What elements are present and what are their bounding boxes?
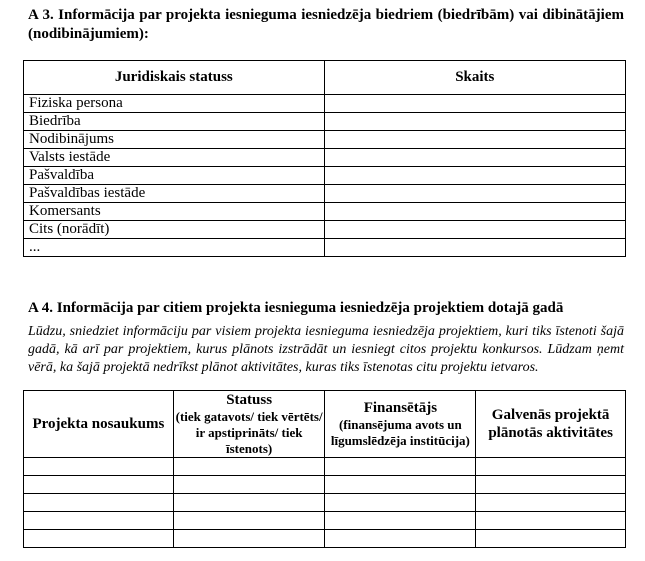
legal-status-cell: Nodibinājums	[24, 131, 325, 149]
status-cell[interactable]	[173, 512, 325, 530]
header-status	[173, 391, 325, 458]
table-header-row	[24, 391, 626, 458]
legal-status-cell: Cits (norādīt)	[24, 221, 325, 239]
legal-status-cell: Valsts iestāde	[24, 149, 325, 167]
table-row	[24, 167, 626, 185]
section-a4-intro: Lūdzu, sniedziet informāciju par visiem projekta iesnieguma iesniedzēja projektiem, kuri tiks īstenoti šajā gadā, kā arī par projektiem, kurus plānots izstrādāt un iesniegt citos projektu konkursos. Lūdzam ņemt vērā, ka šajā projektā nedrīkst plānot aktivitātes, kuras tiks īstenotas citu projektu ietvaros.	[28, 324, 624, 375]
legal-status-cell: ...	[24, 239, 325, 257]
legal-status-cell: Biedrība	[24, 113, 325, 131]
funder-cell[interactable]	[325, 530, 476, 548]
status-cell[interactable]	[173, 494, 325, 512]
project-name-cell[interactable]	[24, 476, 174, 494]
header-activities	[476, 391, 626, 458]
table-header-row	[24, 61, 626, 95]
status-cell[interactable]	[173, 458, 325, 476]
header-funder	[325, 391, 476, 458]
table-row	[24, 512, 626, 530]
activities-cell[interactable]	[476, 530, 626, 548]
legal-status-cell: Komersants	[24, 203, 325, 221]
table-row	[24, 221, 626, 239]
section-a3-heading: A 3. Informācija par projekta iesnieguma iesniedzēja biedriem (biedrībām) vai dibinātājiem (nodibinājumiem):	[28, 7, 624, 42]
table-row	[24, 113, 626, 131]
project-name-cell[interactable]	[24, 512, 174, 530]
count-cell[interactable]	[324, 131, 625, 149]
section-a4-heading: A 4. Informācija par citiem projekta iesnieguma iesniedzēja projektiem dotajā gadā	[28, 300, 564, 316]
table-row	[24, 131, 626, 149]
count-cell[interactable]	[324, 221, 625, 239]
project-name-cell[interactable]	[24, 494, 174, 512]
count-cell[interactable]	[324, 113, 625, 131]
funder-cell[interactable]	[325, 494, 476, 512]
table-row	[24, 530, 626, 548]
table-row	[24, 458, 626, 476]
header-legal-status: Juridiskais statuss	[24, 61, 325, 95]
legal-status-cell: Pašvaldība	[24, 167, 325, 185]
header-activities-label: Galvenās projektā plānotās aktivitātes	[488, 407, 613, 441]
table-row	[24, 239, 626, 257]
project-name-cell[interactable]	[24, 458, 174, 476]
count-cell[interactable]	[324, 167, 625, 185]
activities-cell[interactable]	[476, 494, 626, 512]
count-cell[interactable]	[324, 203, 625, 221]
header-status-label: Statuss	[226, 392, 273, 408]
header-funder-label: Finansētājs	[363, 400, 438, 416]
funder-cell[interactable]	[325, 458, 476, 476]
table-row	[24, 95, 626, 113]
funder-cell[interactable]	[325, 512, 476, 530]
legal-status-cell: Fiziska persona	[24, 95, 325, 113]
count-cell[interactable]	[324, 95, 625, 113]
other-projects-table	[23, 390, 626, 548]
table-row	[24, 185, 626, 203]
activities-cell[interactable]	[476, 458, 626, 476]
status-cell[interactable]	[173, 530, 325, 548]
table-row	[24, 203, 626, 221]
activities-cell[interactable]	[476, 476, 626, 494]
header-project-name-label: Projekta nosaukums	[32, 416, 165, 432]
project-name-cell[interactable]	[24, 530, 174, 548]
funder-cell[interactable]	[325, 476, 476, 494]
count-cell[interactable]	[324, 149, 625, 167]
header-count: Skaits	[324, 61, 625, 95]
header-funder-note: (finansējuma avots un līgumslēdzēja institūcija)	[330, 417, 470, 448]
table-row	[24, 149, 626, 167]
count-cell[interactable]	[324, 239, 625, 257]
legal-status-cell: Pašvaldības iestāde	[24, 185, 325, 203]
header-project-name	[24, 391, 174, 458]
count-cell[interactable]	[324, 185, 625, 203]
status-cell[interactable]	[173, 476, 325, 494]
table-row	[24, 494, 626, 512]
legal-status-table	[23, 60, 626, 257]
activities-cell[interactable]	[476, 512, 626, 530]
table-row	[24, 476, 626, 494]
header-status-note: (tiek gatavots/ tiek vērtēts/ ir apstiprināts/ tiek īstenots)	[175, 409, 323, 456]
